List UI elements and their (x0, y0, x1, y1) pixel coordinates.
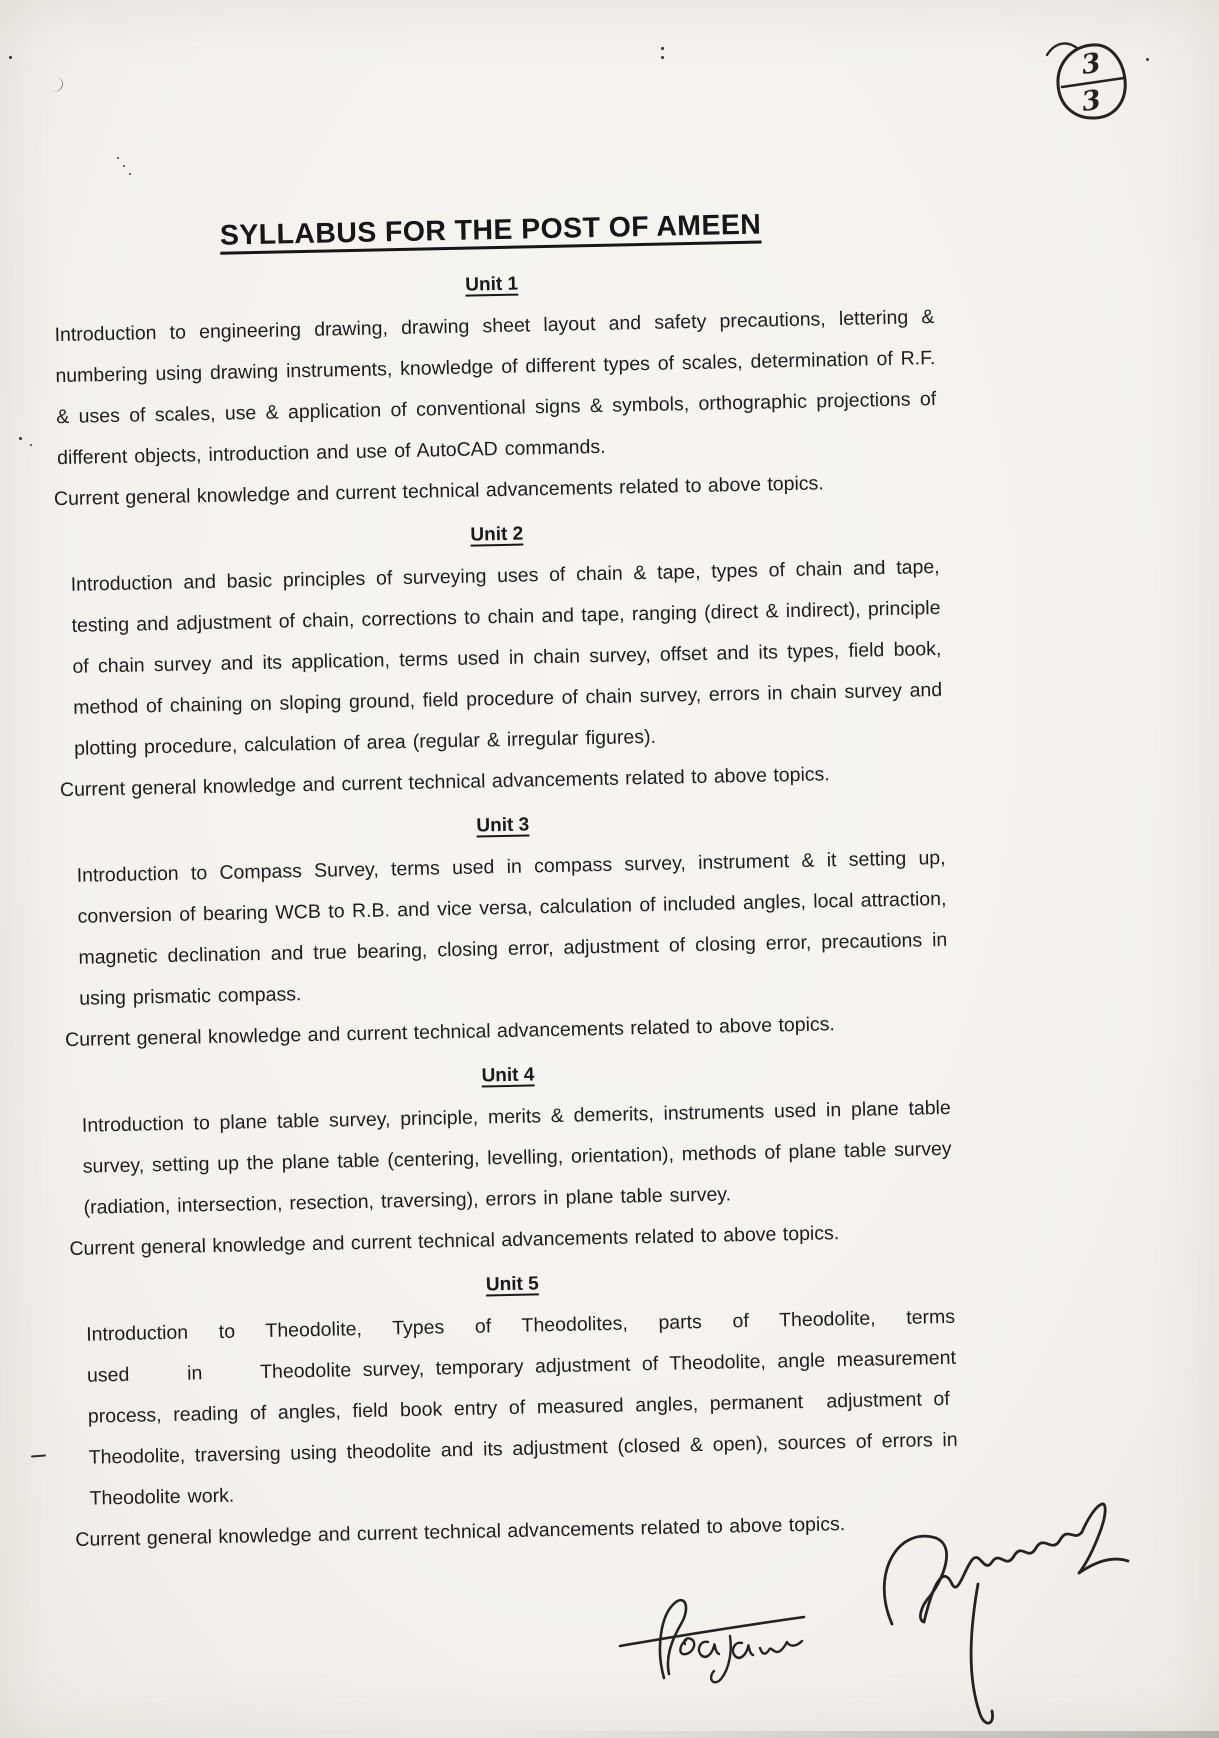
unit-note: Current general knowledge and current technical advancements related to above topics. (59, 763, 830, 802)
scan-speck (123, 165, 125, 167)
unit-section-3 (61, 806, 950, 1061)
unit-note: Current general knowledge and current technical advancements related to above topics. (64, 1013, 836, 1052)
unit-body: Introduction and basic principles of surveying uses of chain & tape, types of chain and tape, testing and adjustment of chain, corrections to chain and tape, ranging (direct & indirect), principle of chain survey and its application, terms used in chain survey, offset and its types, field book, method of chaining on sloping ground, field procedure of chain survey, errors in chain survey and plotting procedure, calculation of area (regular & irregular figures). (70, 555, 943, 760)
signature-right (858, 1502, 1133, 1737)
unit-note: Current general knowledge and current technical advancements related to above topics. (69, 1222, 840, 1261)
stamp-top-number: 3 (1079, 47, 1103, 81)
unit-heading: Unit 3 (476, 814, 530, 837)
unit-heading: Unit 5 (485, 1273, 539, 1296)
unit-body: Introduction to plane table survey, principle, merits & demerits, instruments used in plane table survey, setting up the plane table (centering, levelling, orientation), methods of plane table survey (radiation, intersection, resection, traversing), errors in plane table survey. (81, 1096, 952, 1219)
unit-section-2 (55, 515, 945, 811)
unit-section-5 (70, 1265, 960, 1561)
scan-speck (1146, 58, 1149, 61)
signature-left (618, 1588, 808, 1688)
unit-body: Introduction to engineering drawing, drawing sheet layout and safety precautions, lettering & numbering using drawing instruments, knowledge of different types of scales, determination of R.F. & uses of scales, use & application of conventional signs & symbols, orthographic projections of different objects, introduction and use of AutoCAD commands. (54, 306, 937, 470)
unit-note: Current general knowledge and current technical advancements related to above topics. (53, 472, 824, 511)
document-title: SYLLABUS FOR THE POST OF AMEEN (219, 208, 762, 252)
unit-section-1 (50, 265, 939, 520)
unit-heading: Unit 1 (465, 273, 519, 296)
scan-pen-mark (50, 75, 65, 94)
unit-note: Current general knowledge and current technical advancements related to above topics. (75, 1513, 846, 1551)
unit-heading: Unit 4 (481, 1064, 535, 1087)
scan-pen-mark (31, 1454, 46, 1457)
unit-section-4 (66, 1056, 954, 1270)
stamp-bottom-number: 3 (1079, 84, 1103, 118)
scan-speck (30, 444, 32, 446)
scan-speck (9, 56, 12, 59)
scan-speck (129, 173, 131, 175)
scan-speck (19, 437, 22, 440)
handwritten-page-stamp (1040, 38, 1140, 126)
scan-speck (661, 47, 664, 50)
syllabus-content (48, 205, 959, 1561)
scan-speck (117, 157, 119, 159)
scan-speck (661, 56, 664, 59)
unit-heading: Unit 2 (470, 523, 524, 546)
unit-body: Introduction to Theodolite, Types of Theodolites, parts of Theodolite, terms used in Theodolite survey, temporary adjustment of Theodolite, angle measurement process, reading of angles, field book entry of measured angles, permanent adjustment of Theodolite, traversing using theodolite and its adjustment (closed & open), sources of errors in Theodolite work. (85, 1305, 958, 1510)
unit-body: Introduction to Compass Survey, terms used in compass survey, instrument & it setting up, conversion of bearing WCB to R.B. and vice versa, calculation of included angles, local attraction, magnetic declination and true bearing, closing error, adjustment of closing error, precautions in using prismatic compass. (76, 846, 948, 1010)
